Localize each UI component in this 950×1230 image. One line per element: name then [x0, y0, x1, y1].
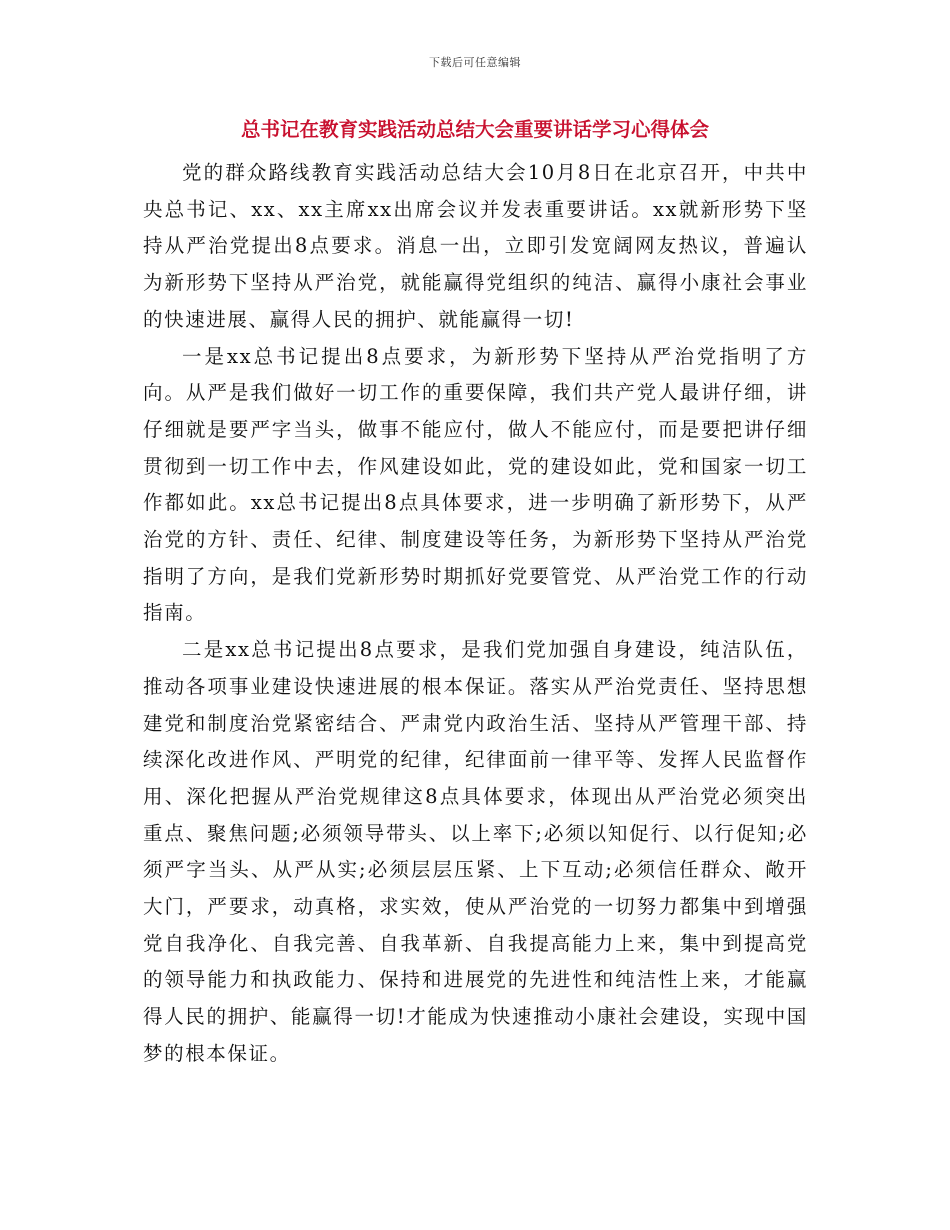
- paragraph-2: 一是xx总书记提出8点要求，为新形势下坚持从严治党指明了方向。从严是我们做好一切工作的重要保障，我们共产党人最讲仔细，讲仔细就是要严字当头，做事不能应付，做人不能应付，而是要把讲仔细贯彻到一切工作中去，作风建设如此，党的建设如此，党和国家一切工作都如此。xx总书记提出8点具体要求，进一步明确了新形势下，从严治党的方针、责任、纪律、制度建设等任务，为新形势下坚持从严治党指明了方向，是我们党新形势时期抓好党要管党、从严治党工作的行动指南。: [143, 344, 808, 625]
- paragraph-3: 二是xx总书记提出8点要求，是我们党加强自身建设，纯洁队伍，推动各项事业建设快速进展的根本保证。落实从严治党责任、坚持思想建党和制度治党紧密结合、严肃党内政治生活、坚持从严管理干部、持续深化改进作风、严明党的纪律，纪律面前一律平等、发挥人民监督作用、深化把握从严治党规律这8点具体要求，体现出从严治党必须突出重点、聚焦问题;必须领导带头、以上率下;必须以知促行、以行促知;必须严字当头、从严从实;必须层层压紧、上下互动;必须信任群众、敞开大门，严要求，动真格，求实效，使从严治党的一切努力都集中到增强党自我净化、自我完善、自我革新、自我提高能力上来，集中到提高党的领导能力和执政能力、保持和进展党的先进性和纯洁性上来，才能赢得人民的拥护、能赢得一切!才能成为快速推动小康社会建设，实现中国梦的根本保证。: [143, 638, 808, 1065]
- paragraph-1: 党的群众路线教育实践活动总结大会10月8日在北京召开，中共中央总书记、xx、xx主席xx出席会议并发表重要讲话。xx就新形势下坚持从严治党提出8点要求。消息一出，立即引发宽阔网友热议，普遍认为新形势下坚持从严治党，就能赢得党组织的纯洁、赢得小康社会事业的快速进展、赢得人民的拥护、就能赢得一切!: [143, 161, 808, 331]
- document-body: [143, 155, 808, 1073]
- document-title: 总书记在教育实践活动总结大会重要讲话学习心得体会: [240, 118, 709, 141]
- header-note: 下载后可任意编辑: [429, 56, 521, 69]
